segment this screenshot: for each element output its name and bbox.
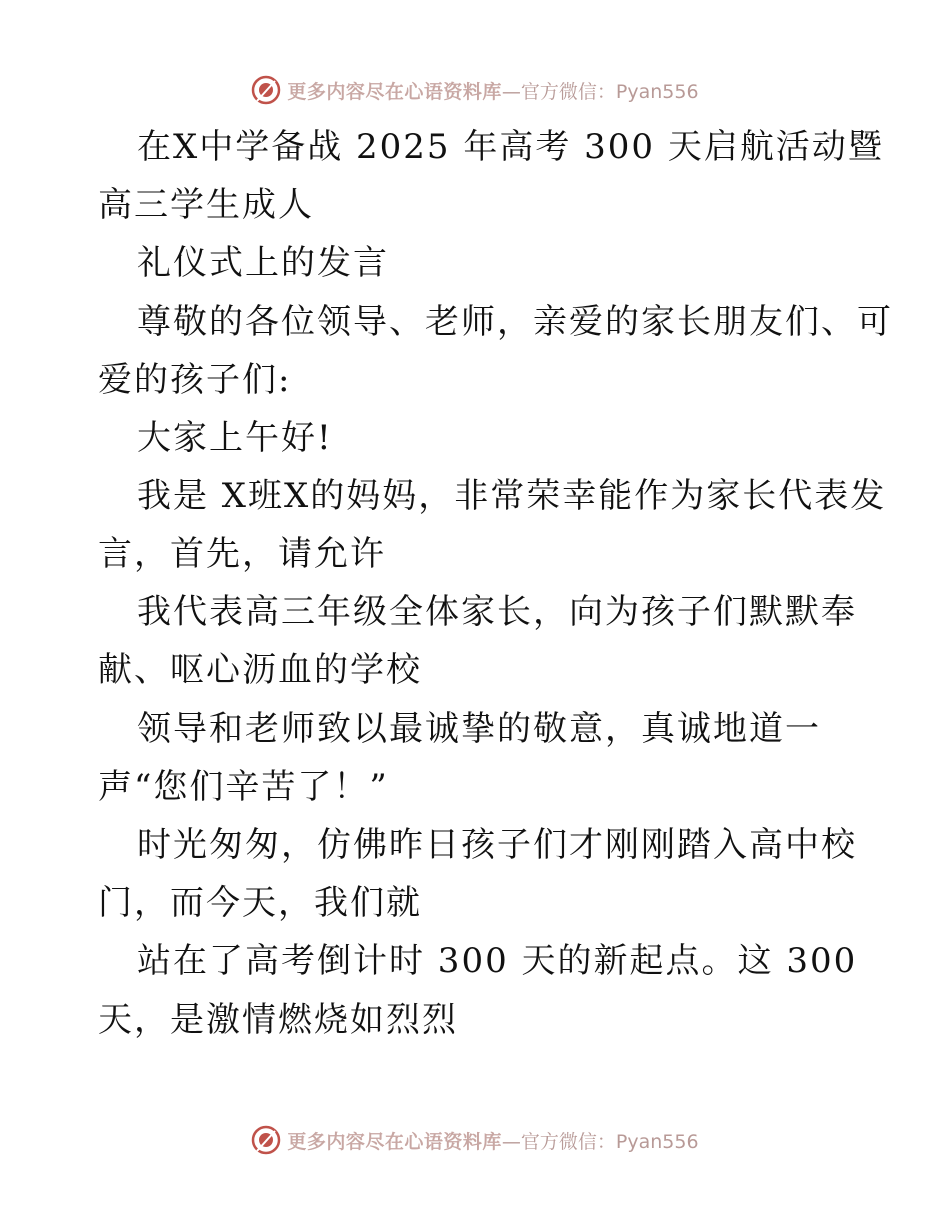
doc-line: 尊敬的各位领导、老师，亲爱的家长朋友们、可	[137, 302, 893, 342]
doc-line: 言，首先，请允许	[98, 534, 386, 574]
doc-line: 在X中学备战 2025 年高考 300 天启航活动暨	[137, 127, 884, 167]
doc-line: 天，是激情燃烧如烈烈	[98, 1000, 458, 1040]
watermark-brand-text: 更多内容尽在心语资料库	[287, 1130, 502, 1153]
logo-icon	[251, 1125, 281, 1155]
footer-watermark	[0, 1120, 950, 1160]
doc-line: 献、呕心沥血的学校	[98, 650, 422, 690]
doc-line: 礼仪式上的发言	[137, 243, 389, 283]
logo-icon	[251, 75, 281, 105]
doc-line: 声“您们辛苦了！”	[98, 767, 389, 807]
doc-line: 领导和老师致以最诚挚的敬意，真诚地道一	[137, 709, 821, 749]
watermark-contact-text: —官方微信：Pyan556	[501, 1130, 699, 1153]
doc-line: 爱的孩子们:	[98, 360, 292, 400]
doc-line: 门，而今天，我们就	[98, 883, 422, 923]
doc-line: 高三学生成人	[98, 185, 314, 225]
doc-line: 大家上午好!	[137, 418, 333, 458]
header-watermark	[0, 70, 950, 110]
doc-line: 我是 X班X的妈妈，非常荣幸能作为家长代表发	[137, 476, 887, 516]
watermark-brand-text: 更多内容尽在心语资料库	[287, 80, 502, 103]
doc-line: 我代表高三年级全体家长，向为孩子们默默奉	[137, 592, 857, 632]
doc-line: 时光匆匆，仿佛昨日孩子们才刚刚踏入高中校	[137, 825, 857, 865]
watermark-contact-text: —官方微信：Pyan556	[501, 80, 699, 103]
doc-line: 站在了高考倒计时 300 天的新起点。这 300	[137, 941, 858, 981]
